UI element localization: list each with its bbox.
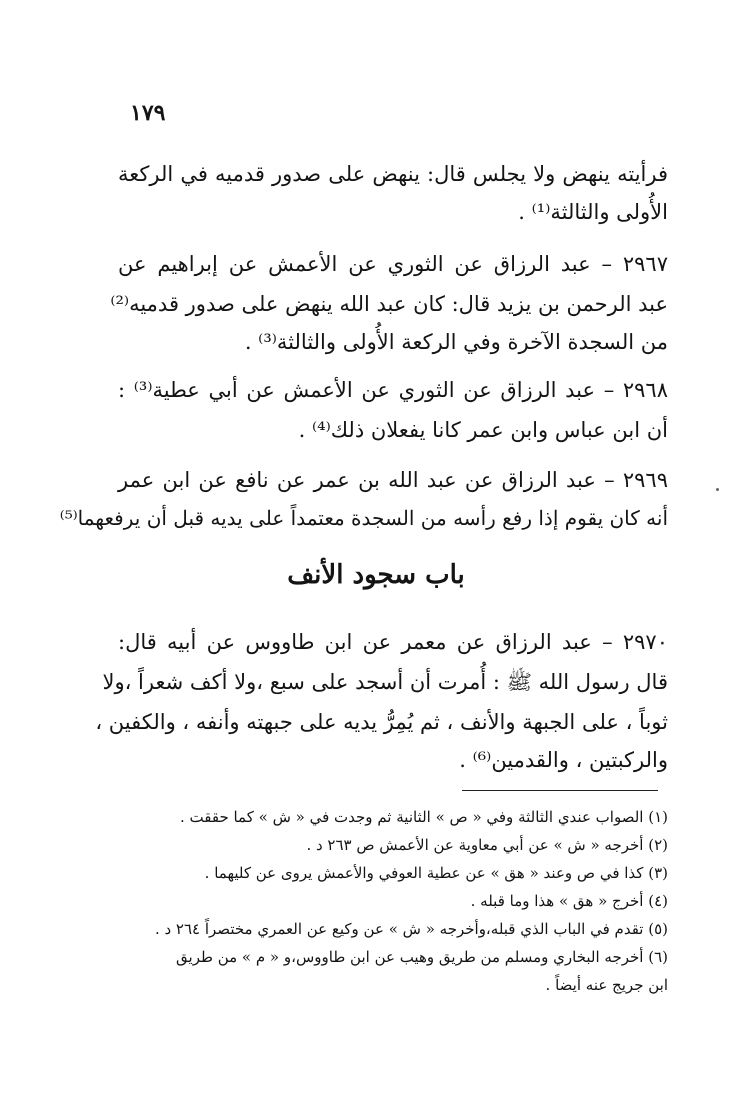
footnote-separator	[462, 790, 658, 791]
section-heading: باب سجود الأنف	[287, 560, 465, 590]
hadith-2970-line: ٢٩٧٠ – عبد الرزاق عن معمر عن ابن طاووس عن أبيه قال:	[118, 630, 668, 654]
hadith-2967-line: عبد الرحمن بن يزيد قال: كان عبد الله ينهض على صدور قدميه⁽²⁾	[110, 292, 668, 316]
hadith-2967-line: ٢٩٦٧ – عبد الرزاق عن الثوري عن الأعمش عن إبراهيم عن	[118, 252, 668, 276]
footnote: (٢) أخرجه « ش » عن أبي معاوية عن الأعمش ص ٢٦٣ د .	[306, 836, 668, 854]
page-number: ١٧٩	[130, 100, 166, 126]
footnote: (٦) أخرجه البخاري ومسلم من طريق وهيب عن ابن طاووس،و « م » من طريق	[176, 948, 668, 966]
footnote: ابن جريج عنه أيضاً .	[545, 976, 668, 994]
footnote: (١) الصواب عندي الثالثة وفي « ص » الثانية ثم وجدت في « ش » كما حققت .	[180, 808, 668, 826]
speck-dot	[716, 488, 719, 491]
hadith-2968-line: أن ابن عباس وابن عمر كانا يفعلان ذلك⁽⁴⁾ .	[298, 418, 668, 442]
hadith-2970-line: ثوباً ، على الجبهة والأنف ، ثم يُمِرُّ يديه على جبهته وأنفه ، والكفين ،	[95, 710, 668, 734]
hadith-2968-line: ٢٩٦٨ – عبد الرزاق عن الثوري عن الأعمش عن أبي عطية⁽³⁾ :	[118, 378, 668, 402]
hadith-2970-line: قال رسول الله ﷺ : أُمرت أن أسجد على سبع ،ولا أكف شعراً ،ولا	[102, 670, 668, 694]
hadith-2969-line: ٢٩٦٩ – عبد الرزاق عن عبد الله بن عمر عن نافع عن ابن عمر	[118, 468, 668, 492]
footnote: (٥) تقدم في الباب الذي قبله،وأخرجه « ش » عن وكيع عن العمري مختصراً ٢٦٤ د .	[154, 920, 668, 938]
hadith-2967-line: من السجدة الآخرة وفي الركعة الأُولى والثالثة⁽³⁾ .	[244, 330, 668, 354]
hadith-2969-line: أنه كان يقوم إذا رفع رأسه من السجدة معتمداً على يديه قبل أن يرفعهما⁽⁵⁾	[59, 506, 668, 530]
hadith-2970-line: والركبتين ، والقدمين⁽⁶⁾ .	[459, 748, 668, 772]
text-line: فرأيته ينهض ولا يجلس قال: ينهض على صدور قدميه في الركعة	[118, 162, 668, 186]
footnote: (٤) أخرج « هق » هذا وما قبله .	[470, 892, 668, 910]
footnote: (٣) كذا في ص وعند « هق » عن عطية العوفي والأعمش يروى عن كليهما .	[204, 864, 668, 882]
text-line: الأُولى والثالثة⁽¹⁾ .	[518, 200, 668, 224]
